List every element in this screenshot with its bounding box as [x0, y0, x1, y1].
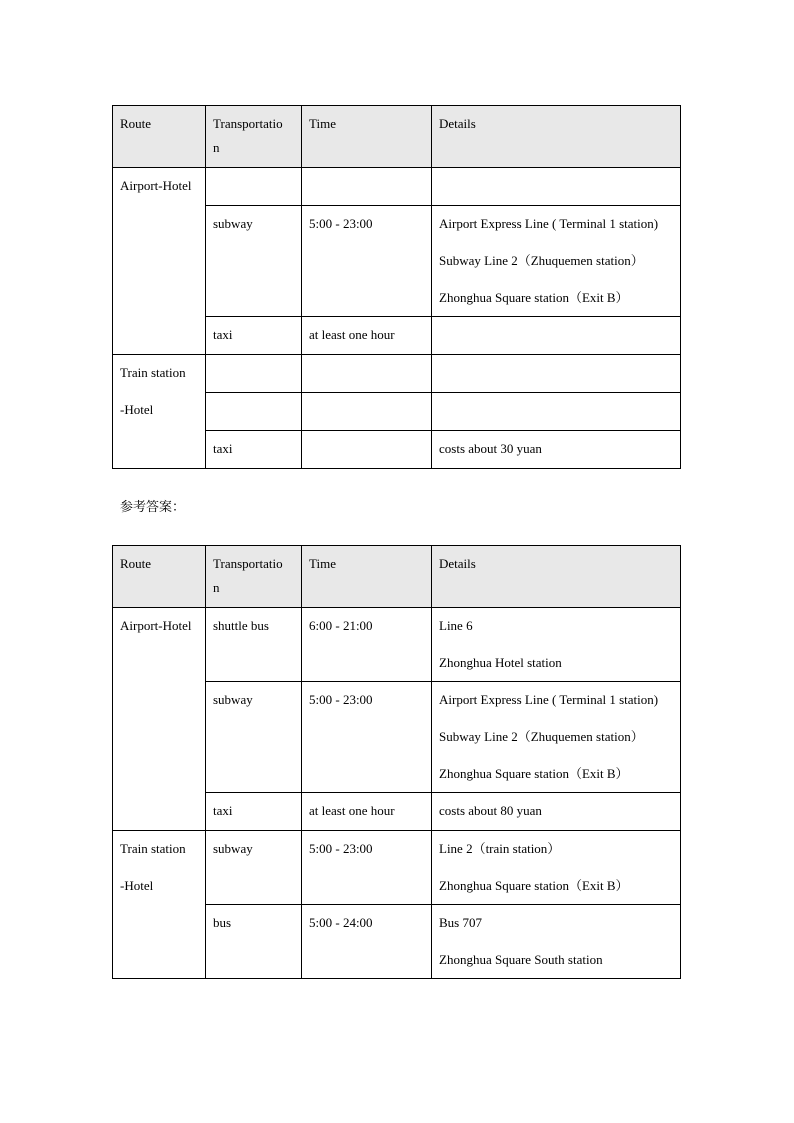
details-line: Zhonghua Square station（Exit B） [439, 766, 629, 781]
blank-cell [302, 393, 432, 431]
transport-cell: bus [206, 905, 302, 979]
details-line: Airport Express Line ( Terminal 1 station) [439, 692, 659, 707]
transport-cell: subway [206, 682, 302, 793]
transport-cell: subway [206, 831, 302, 905]
details-cell [432, 905, 681, 979]
blank-cell [206, 393, 302, 431]
header-time: Time [302, 106, 432, 168]
time-cell: 5:00 - 24:00 [302, 905, 432, 979]
route-line: Train station [120, 841, 186, 856]
details-line: Zhonghua Square station（Exit B） [439, 878, 629, 893]
table-header-row [113, 106, 681, 168]
header-details: Details [432, 106, 681, 168]
details-cell [432, 608, 681, 682]
blank-cell [206, 168, 302, 206]
header-time: Time [302, 546, 432, 608]
route-line: -Hotel [120, 402, 154, 417]
route-cell-train [113, 831, 206, 979]
header-details: Details [432, 546, 681, 608]
details-cell [432, 682, 681, 793]
table-row [113, 355, 681, 393]
route-line: Train station [120, 365, 186, 380]
transport-cell: shuttle bus [206, 608, 302, 682]
header-transportation-text: Transportatio n [213, 556, 283, 595]
transport-cell: taxi [206, 317, 302, 355]
time-cell: 5:00 - 23:00 [302, 831, 432, 905]
details-cell [432, 831, 681, 905]
route-cell-airport: Airport-Hotel [113, 168, 206, 355]
transport-cell: taxi [206, 431, 302, 469]
route-cell-airport: Airport-Hotel [113, 608, 206, 831]
transport-cell: subway [206, 206, 302, 317]
header-transportation-text: Transportatio n [213, 116, 283, 155]
details-line: Zhonghua Square South station [439, 952, 603, 967]
answer-label: 参考答案： [120, 500, 186, 515]
blank-cell [302, 355, 432, 393]
blank-cell [206, 355, 302, 393]
table-row [113, 831, 681, 905]
details-cell [432, 206, 681, 317]
route-table-answer [112, 545, 681, 979]
blank-cell [432, 168, 681, 206]
blank-cell [302, 168, 432, 206]
time-cell: at least one hour [302, 793, 432, 831]
route-cell-train [113, 355, 206, 469]
route-table-blank [112, 105, 681, 469]
details-line: Zhonghua Hotel station [439, 655, 562, 670]
header-transportation [206, 106, 302, 168]
details-line: Airport Express Line ( Terminal 1 station) [439, 216, 659, 231]
blank-cell [302, 431, 432, 469]
table-row [113, 608, 681, 682]
blank-cell [432, 355, 681, 393]
details-line: Line 6 [439, 618, 473, 633]
blank-cell [432, 317, 681, 355]
header-route: Route [113, 546, 206, 608]
details-line: Subway Line 2（Zhuquemen station） [439, 253, 644, 268]
details-line: Line 2（train station） [439, 841, 561, 856]
time-cell: 5:00 - 23:00 [302, 206, 432, 317]
header-route: Route [113, 106, 206, 168]
details-cell: costs about 80 yuan [432, 793, 681, 831]
time-cell: 6:00 - 21:00 [302, 608, 432, 682]
time-cell: at least one hour [302, 317, 432, 355]
blank-cell [432, 393, 681, 431]
details-cell: costs about 30 yuan [432, 431, 681, 469]
table-row [113, 168, 681, 206]
route-line: -Hotel [120, 878, 154, 893]
transport-cell: taxi [206, 793, 302, 831]
header-transportation [206, 546, 302, 608]
details-line: Zhonghua Square station（Exit B） [439, 290, 629, 305]
details-line: Subway Line 2（Zhuquemen station） [439, 729, 644, 744]
details-line: Bus 707 [439, 915, 482, 930]
time-cell: 5:00 - 23:00 [302, 682, 432, 793]
table-header-row [113, 546, 681, 608]
